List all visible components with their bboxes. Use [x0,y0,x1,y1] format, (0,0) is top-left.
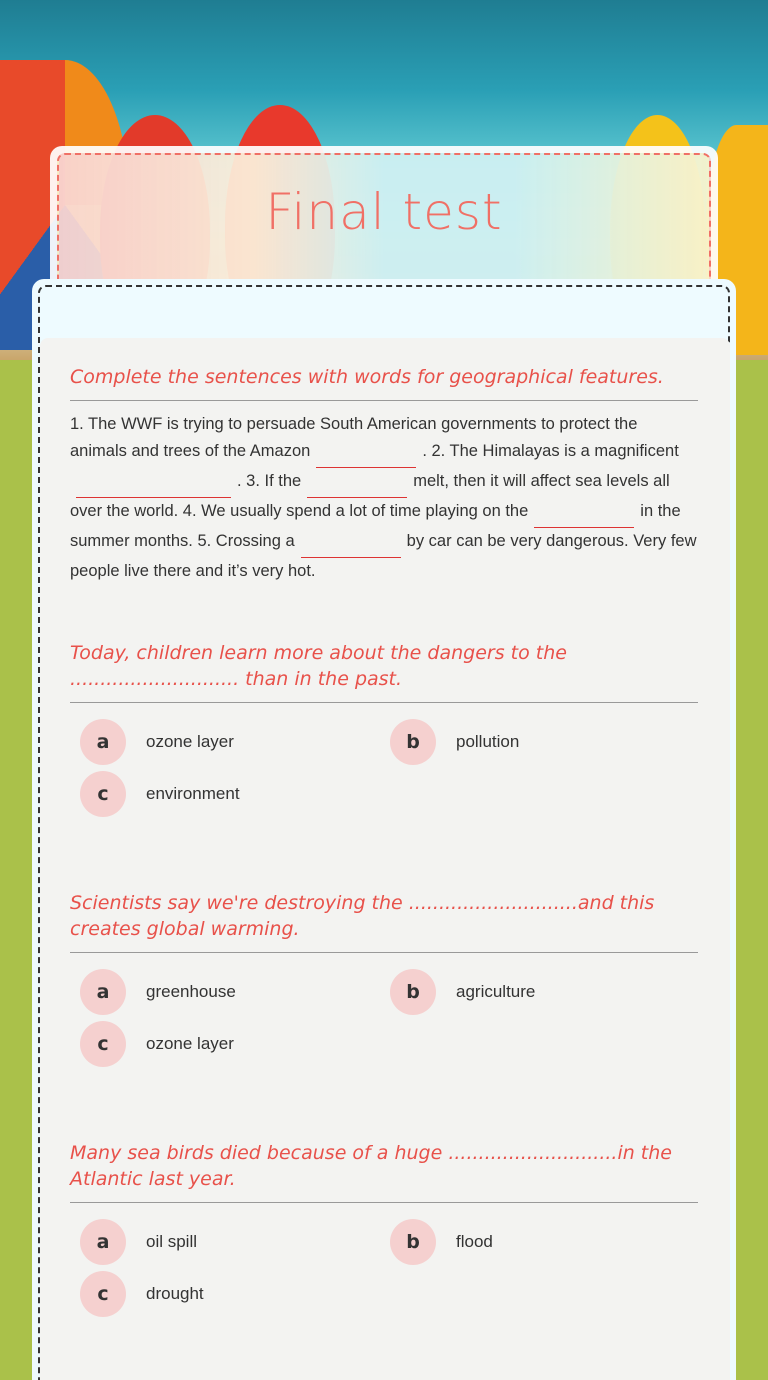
question-title: Today, children learn more about the dangers to the ............................ than in the past. [70,640,698,703]
option-a[interactable] [80,719,390,765]
option-b[interactable] [390,969,690,1015]
text-segment: . 3. If the [237,472,302,490]
option-text: greenhouse [146,982,236,1001]
option-text: oil spill [146,1232,198,1251]
text-segment: by car can be very dangerous. Very few people live there and it’s very hot. [70,532,697,580]
question-title: Many sea birds died because of a huge ............................in the Atlantic last year. [70,1140,698,1203]
option-c[interactable] [80,1021,390,1067]
option-letter-badge: b [390,1219,436,1265]
text-segment: . 2. The Himalayas is a magnificent [422,442,679,460]
option-letter-badge: c [80,1021,126,1067]
option-text: environment [146,784,240,803]
option-text: ozone layer [146,1034,234,1053]
option-text: drought [146,1284,204,1303]
question-title: Complete the sentences with words for geographical features. [70,364,698,401]
option-c[interactable] [80,771,390,817]
option-letter-badge: c [80,1271,126,1317]
text-segment: in the summer months. 5. Crossing a [70,502,681,550]
option-text: flood [456,1232,493,1251]
option-text: ozone layer [146,732,234,751]
option-letter-badge: a [80,719,126,765]
option-letter-badge: a [80,1219,126,1265]
question-1 [70,364,698,585]
blank-input-1[interactable] [316,448,416,468]
blank-input-5[interactable] [301,538,401,558]
question-3 [70,890,698,1067]
question-2 [70,640,698,817]
text-segment: melt, then it will affect sea levels all over the world. 4. We usually spend a lot of time playing on the [70,472,670,520]
option-b[interactable] [390,1219,690,1265]
question-title: Scientists say we're destroying the ............................and this creates global warming. [70,890,698,953]
option-b[interactable] [390,719,690,765]
option-letter-badge: b [390,719,436,765]
blank-input-3[interactable] [307,478,407,498]
blank-input-2[interactable] [76,478,231,498]
page-title: Final test [265,183,503,241]
fill-in-text [70,411,698,585]
option-text: agriculture [456,982,536,1001]
option-letter-badge: c [80,771,126,817]
blank-input-4[interactable] [534,508,634,528]
header-card [50,146,718,296]
option-letter-badge: a [80,969,126,1015]
text-segment: 1. The WWF is trying to persuade South American governments to protect the animals and trees of the Amazon [70,415,638,460]
option-letter-badge: b [390,969,436,1015]
question-4 [70,1140,698,1317]
option-a[interactable] [80,969,390,1015]
option-text: pollution [456,732,520,751]
option-c[interactable] [80,1271,390,1317]
option-a[interactable] [80,1219,390,1265]
